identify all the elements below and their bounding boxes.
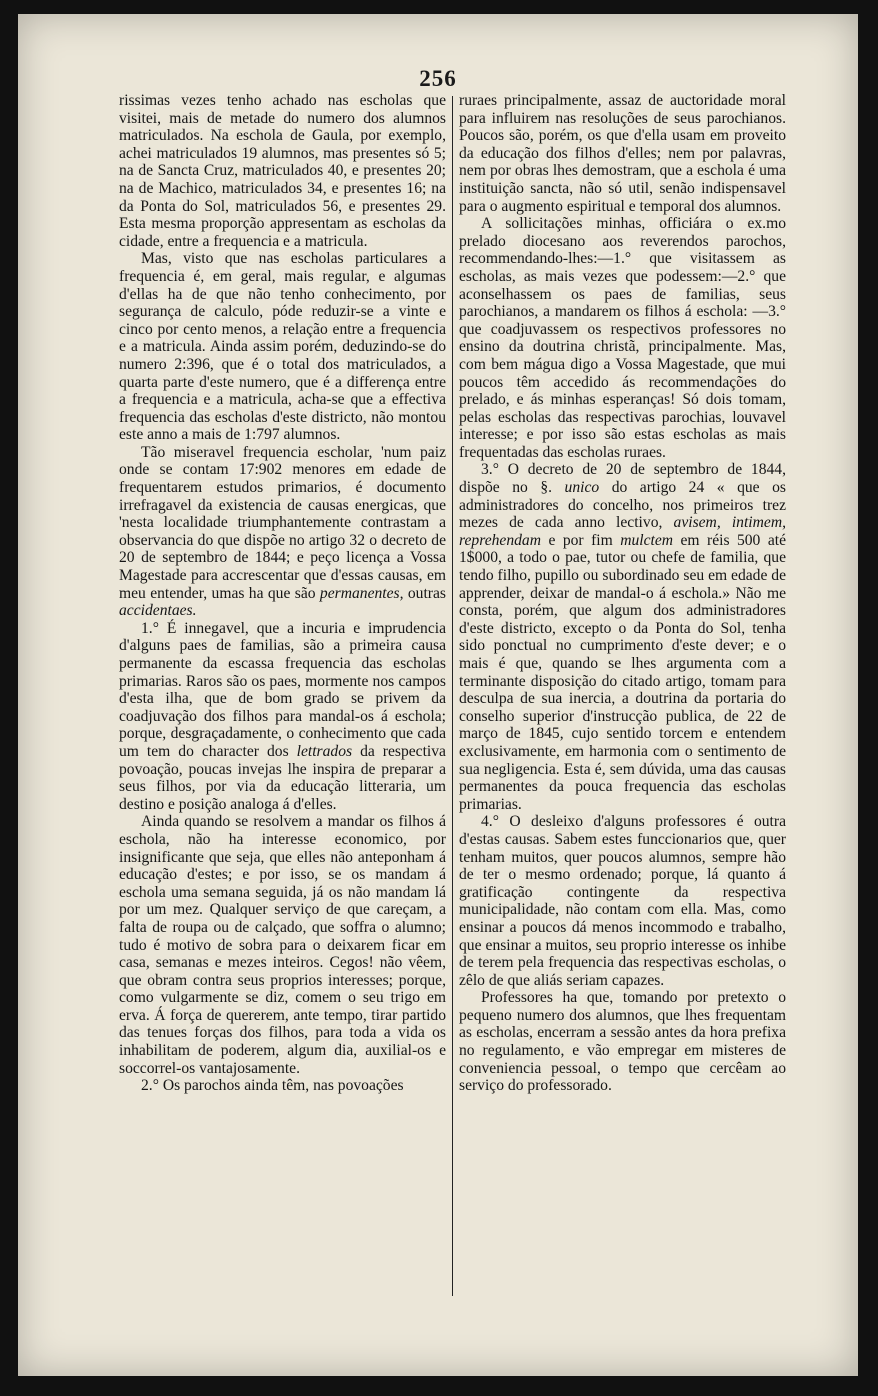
page-number: 256: [419, 66, 457, 91]
text-run: do artigo 24 « que os administradores do concelho, nos primeiros trez mezes de cada anno lectivo,: [459, 479, 786, 532]
paragraph: [119, 250, 446, 444]
italic-text: unico: [564, 479, 600, 497]
text-run: 1.° É innegavel, que a incuria e imprudencia d'alguns paes de familias, são a primeira causa permanente da escassa frequencia das escholas primarias. Raros são os paes, mormente nos campos d'esta ilha, que de bom grado se privem da coadjuvação dos filhos para mandal-os á eschola; porque, desgraçadamente, o conhecimento que cada um tem do character dos: [119, 619, 446, 760]
right-column: [459, 92, 786, 1095]
text-run: em réis 500 até 1$000, a todo o pae, tutor ou chefe de familia, que tendo filho, pupillo ou subordinado seu em edade de apprender, deixar de mandal-o á eschola.» Não me consta, porém, que algum dos administradores d'este districto, excepto o da Ponta do Sol, tenha sido ponctual no cumprimento d'este dever; e o mais é que, quando se lhes argumenta com a terminante disposição do citado artigo, tomam para desculpa de sua inercia, a doutrina da portaria do conselho superior d'instrucção publica, de 22 de março de 1845, cujo sentido torcem e entendem exclusivamente, em harmonia com o sentimento de sua negligencia. Esta é, sem dúvida, uma das causas permanentes da pouca frequencia das escholas primarias.: [459, 531, 786, 813]
italic-text: lettrados: [296, 742, 353, 760]
paragraph: [459, 215, 786, 461]
text-run: Mas, visto que nas escholas particulares a frequencia é, em geral, mais regular, e algumas d'ellas ha de que não tenho conhecimento, por segurança de calculo, póde reduzir-se a vinte e cinco por cento menos, a relação entre a frequencia e a matricula. Ainda assim porém, deduzindo-se do numero 2:396, que é o total dos matriculados, a quarta parte d'este numero, que é a differença entre a frequencia e a matricula, acha-se que a effectiva frequencia das escholas d'este districto, não montou este anno a mais de 1:797 alumnos.: [119, 250, 446, 444]
text-run: 4.° O desleixo d'alguns professores é outra d'estas causas. Sabem estes funccionarios que, quer tenham muitos, quer poucos alumnos, sempre hão de ter o mesmo ordenado; porque, lá quanto á gratificação contingente da respectiva municipalidade, não contam com ella. Mas, como ensinar a poucos dá menos incommodo e trabalho, que ensinar a muitos, seu proprio interesse os inhibe de terem pela frequencia das respectivas escholas, o zêlo de que aliás seriam capazes.: [459, 813, 786, 989]
text-run: rissimas vezes tenho achado nas escholas que visitei, mais de metade do numero dos alumnos matriculados. Na eschola de Gaula, por exemplo, achei matriculados 19 alumnos, mas presentes só 5; na de Sancta Cruz, matriculados 40, e presentes 20; na de Machico, matriculados 34, e presentes 16; na da Ponta do Sol, matriculados 56, e presentes 29. Esta mesma proporção appresentam as escholas da cidade, entre a frequencia e a matricula.: [119, 92, 446, 250]
paragraph: [119, 444, 446, 620]
italic-text: mulctem: [620, 531, 674, 549]
text-run: 3.° O decreto de 20 de septembro de 1844, dispõe no §.: [459, 461, 786, 497]
paragraph: [119, 92, 446, 250]
paragraph: [119, 620, 446, 814]
text-run: Ainda quando se resolvem a mandar os filhos á eschola, não ha interesse economico, por insignificante que seja, que elles não anteponham á educação d'estes; e por isso, se os mandam á eschola uma semana seguida, já os não mandam lá por um mez. Qualquer serviço de que careçam, a falta de roupa ou de calçado, que soffra o alumno; tudo é motivo de sobra para o deixarem ficar em casa, semanas e mezes inteiros. Cegos! não vêem, que obram contra seus proprios interesses; porque, como vulgarmente se diz, comem o seu trigo em erva. Á força de quererem, ante tempo, tirar partido das tenues forças dos filhos, para toda a vida os inhabilitam de poderem, algum dia, auxilial-os e soccorrel-os vantajosamente.: [119, 813, 446, 1077]
paragraph: [119, 813, 446, 1077]
text-run: da respectiva povoação, poucas invejas lhe inspira de preparar a seus filhos, por via da educação litteraria, um destino e posição analoga á d'elles.: [119, 742, 446, 813]
column-divider: [452, 96, 453, 1296]
paragraph: [119, 1077, 446, 1095]
text-run: Tão miseravel frequencia escholar, 'num paiz onde se contam 17:902 menores em edade de frequentarem estudos primarios, é documento irrefragavel da existencia de causas energicas, que 'nesta localidade triumphantemente contrastam a observancia do que dispõe no artigo 32 o decreto de 20 de septembro de 1844; e peço licença a Vossa Magestade para accrescentar que d'essas causas, em meu entender, umas ha que são: [119, 443, 446, 602]
text-run: A sollicitações minhas, officiára o ex.mo prelado diocesano aos reverendos parochos, recommendando-lhes:—1.° que visitassem as escholas, as mais vezes que podessem:—2.° que aconselhassem os paes de familias, seus parochianos, a mandarem os filhos á eschola: —3.° que coadjuvassem os respectivos professores no ensino da doutrina christã, principalmente. Mas, com bem mágua digo a Vossa Magestade, que mui poucos têm accedido ás recommendações do prelado, e ás minhas esperanças! Só dois tomam, pelas escholas das respectivas parochias, louvavel interesse; e por isso são estas escholas as mais frequentadas das escholas ruraes.: [459, 215, 786, 461]
left-column: [119, 92, 446, 1095]
paragraph: [459, 813, 786, 989]
italic-text: accidentaes.: [119, 602, 197, 620]
document-page: [18, 14, 858, 1376]
text-run: ruraes principalmente, assaz de auctoridade moral para influirem nas resoluções de seus parochianos. Poucos são, porém, os que d'ella usam em proveito da educação dos filhos d'elles; nem por palavras, nem por obras lhes demostram, que a eschola é uma instituição sancta, não só util, senão indispensavel para o augmento espiritual e temporal dos alumnos.: [459, 92, 786, 215]
text-run: 2.° Os parochos ainda têm, nas povoações: [141, 1077, 404, 1095]
italic-text: avisem, intimem, reprehendam: [459, 514, 786, 549]
paragraph: [459, 92, 786, 215]
paragraph: [459, 989, 786, 1095]
text-run: Professores ha que, tomando por pretexto o pequeno numero dos alumnos, que lhes frequentam as escholas, encerram a sessão antes da hora prefixa no regulamento, e vão empregar em misteres de conveniencia pessoal, o tempo que cercêam ao serviço do professorado.: [459, 989, 786, 1095]
text-run: outras: [403, 584, 446, 602]
paragraph: [459, 461, 786, 813]
text-run: e por fim: [541, 531, 621, 549]
italic-text: permanentes,: [319, 584, 404, 602]
